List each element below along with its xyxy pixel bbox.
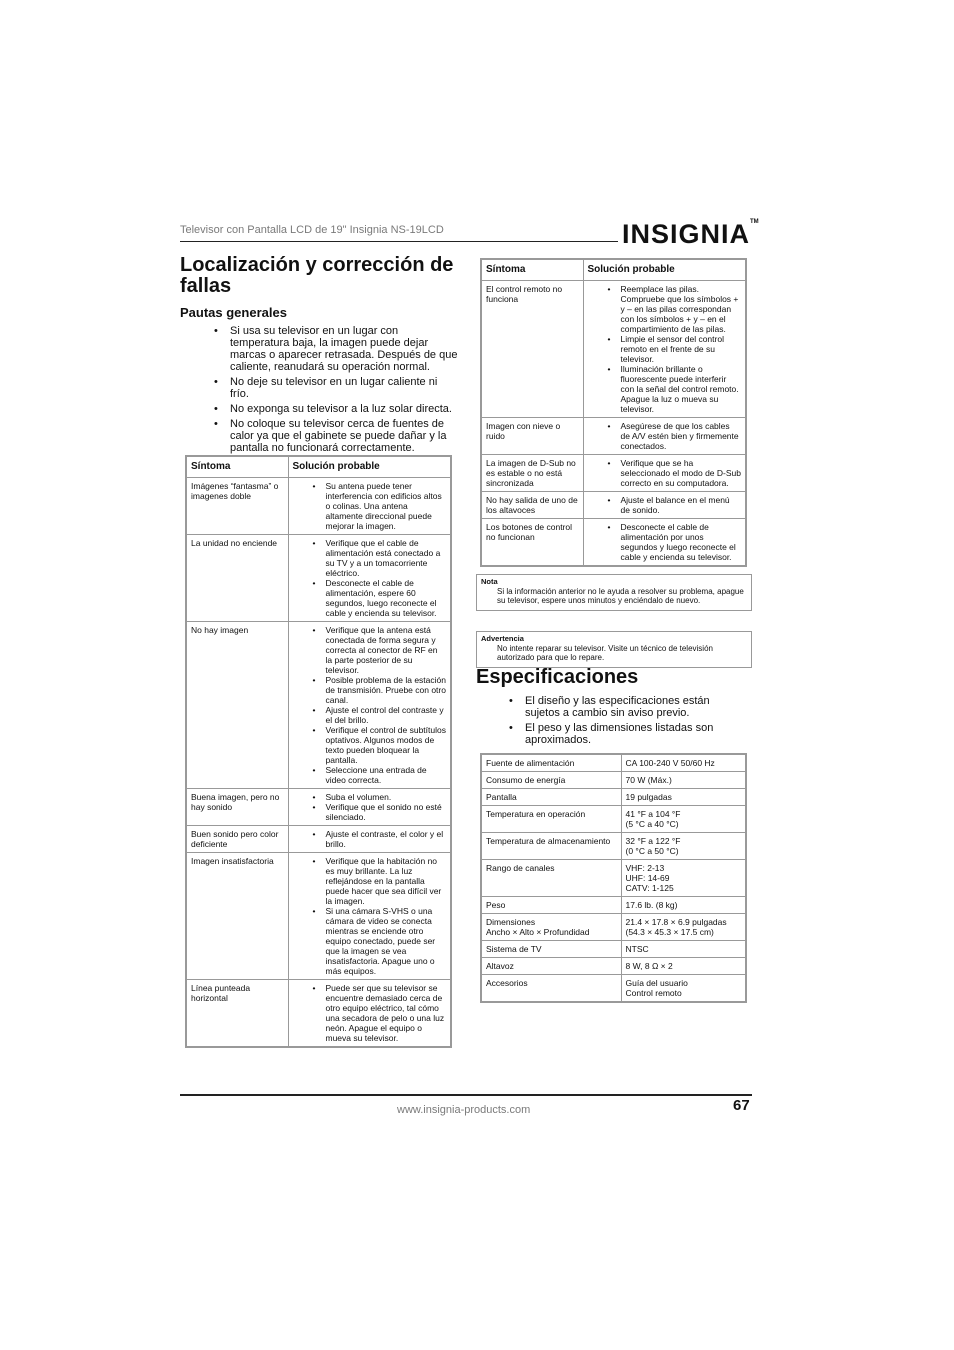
spec-name-line: Temperatura de almacenamiento	[486, 836, 611, 846]
spec-name-line: Ancho × Alto × Profundidad	[486, 927, 590, 937]
solution-cell	[288, 853, 451, 980]
spec-value-cell	[621, 914, 746, 941]
spec-name-cell	[481, 860, 621, 897]
header-symptom: Síntoma	[481, 259, 583, 281]
note-text: Si la información anterior no le ayuda a resolver su problema, apague su televisor, espere unos minutos y enciéndalo de nuevo.	[497, 586, 744, 605]
spec-value-line: (5 °C a 40 °C)	[625, 819, 679, 829]
table-row	[481, 789, 746, 806]
spec-value-line: 32 °F a 122 °F	[625, 836, 681, 846]
logo-text: INSIGNIA	[622, 219, 751, 249]
table-row	[481, 281, 746, 418]
spec-value-line: VHF: 2-13	[625, 863, 665, 873]
list-item: • El peso y las dimensiones listadas son aproximados.	[509, 722, 739, 746]
list-item: • No deje su televisor en un lugar caliente ni frío.	[214, 376, 458, 400]
spec-name-cell	[481, 897, 621, 914]
symptom-cell: Imagen con nieve o ruido	[481, 418, 583, 455]
solution-item: • Desconecte el cable de alimentación, espere 60 segundos, luego reconecte el cable y encienda su televisor.	[313, 578, 447, 618]
spec-value-line: UHF: 14-69	[625, 873, 670, 883]
symptom-cell: Los botones de control no funcionan	[481, 519, 583, 567]
solution-cell	[583, 492, 746, 519]
running-header: Televisor con Pantalla LCD de 19" Insignia NS-19LCD	[180, 224, 444, 236]
page-number: 67	[733, 1097, 750, 1114]
symptom-cell: Buena imagen, pero no hay sonido	[186, 789, 288, 826]
symptom-cell: Imagen insatisfactoria	[186, 853, 288, 980]
spec-name-line: Pantalla	[486, 792, 517, 802]
solution-item: • Su antena puede tener interferencia con edificios altos o colinas. Una antena altamente direccional puede mejorar la imagen.	[313, 481, 447, 531]
spec-value-line: CATV: 1-125	[625, 883, 674, 893]
table-row	[186, 535, 451, 622]
spec-name-line: Temperatura en operación	[486, 809, 586, 819]
solution-item: • Puede ser que su televisor se encuentre demasiado cerca de otro equipo eléctrico, tal cómo una secadora de pelo o una luz neón. Apague el equipo o mueva su televisor.	[313, 983, 447, 1043]
spec-name-cell	[481, 806, 621, 833]
table-row	[481, 519, 746, 567]
table-row	[481, 455, 746, 492]
spec-value-line: (0 °C a 50 °C)	[625, 846, 679, 856]
spec-name-line: Accesorios	[486, 978, 528, 988]
spec-value-line: (54.3 × 45.3 × 17.5 cm)	[625, 927, 714, 937]
spec-value-line: NTSC	[625, 944, 649, 954]
footer-url: www.insignia-products.com	[397, 1104, 531, 1116]
solution-item: • Reemplace las pilas. Compruebe que los símbolos + y – en las pilas correspondan con los símbolos + y – en el compartimiento de las pilas.	[608, 284, 742, 334]
note-box	[476, 574, 752, 611]
table-row	[186, 826, 451, 853]
spec-value-line: Control remoto	[625, 988, 682, 998]
spec-value-line: 70 W (Máx.)	[625, 775, 672, 785]
list-item: • No exponga su televisor a la luz solar directa.	[214, 403, 458, 415]
solution-cell	[583, 455, 746, 492]
spec-name-cell	[481, 958, 621, 975]
solution-item: • Ajuste el balance en el menú de sonido.	[608, 495, 742, 515]
insignia-logo	[622, 219, 759, 250]
symptom-cell: Buen sonido pero color deficiente	[186, 826, 288, 853]
header-solution: Solución probable	[583, 259, 746, 281]
table-row	[481, 806, 746, 833]
solution-list	[293, 481, 447, 531]
solution-item: • Verifique que la antena está conectada de forma segura y correcta al conector de RF en la parte posterior de su televisor.	[313, 625, 447, 675]
symptom-cell: La unidad no enciende	[186, 535, 288, 622]
solution-list	[588, 495, 742, 515]
table-row	[186, 980, 451, 1048]
solution-cell	[288, 980, 451, 1048]
spec-name-cell	[481, 833, 621, 860]
solution-cell	[288, 535, 451, 622]
solution-list	[588, 284, 742, 414]
table-row	[481, 897, 746, 914]
solution-cell	[288, 478, 451, 535]
spec-value-line: Guía del usuario	[625, 978, 688, 988]
solution-item: • Si una cámara S-VHS o una cámara de video se conecta mientras se enciende otro equipo conectado, puede ser que la imagen se vea insatisfactoria. Apague uno o más equipos.	[313, 906, 447, 976]
specs-notes-list	[509, 695, 739, 749]
table-row	[481, 754, 746, 772]
table-row	[481, 418, 746, 455]
warning-box	[476, 631, 752, 668]
general-guidelines-list	[214, 325, 458, 457]
spec-name-cell	[481, 975, 621, 1003]
spec-value-cell	[621, 833, 746, 860]
section-title-specs: Especificaciones	[476, 666, 639, 688]
table-row	[481, 914, 746, 941]
spec-value-cell	[621, 958, 746, 975]
symptom-cell: No hay salida de uno de los altavoces	[481, 492, 583, 519]
list-item: • No coloque su televisor cerca de fuentes de calor ya que el gabinete se puede dañar y la pantalla no funcionará correctamente.	[214, 418, 458, 454]
table-row	[481, 860, 746, 897]
spec-value-line: CA 100-240 V 50/60 Hz	[625, 758, 715, 768]
spec-name-line: Rango de canales	[486, 863, 555, 873]
solution-list	[588, 522, 742, 562]
spec-name-cell	[481, 772, 621, 789]
solution-item: • Verifique el control de subtítulos optativos. Algunos modos de texto pueden bloquear la pantalla.	[313, 725, 447, 765]
spec-value-cell	[621, 897, 746, 914]
table-row	[186, 622, 451, 789]
specifications-table	[480, 753, 747, 1003]
spec-name-line: Dimensiones	[486, 917, 536, 927]
spec-name-line: Consumo de energía	[486, 775, 566, 785]
solution-item: • Iluminación brillante o fluorescente puede interferir con la señal del control remoto. Apague la luz o mueva su televisor.	[608, 364, 742, 414]
spec-value-line: 21.4 × 17.8 × 6.9 pulgadas	[625, 917, 727, 927]
warning-text: No intente reparar su televisor. Visite un técnico de televisión autorizado para que lo repare.	[497, 643, 713, 662]
solution-item: • Ajuste el contraste, el color y el brillo.	[313, 829, 447, 849]
spec-name-cell	[481, 941, 621, 958]
spec-value-cell	[621, 860, 746, 897]
troubleshooting-table-2	[480, 258, 747, 567]
solution-cell	[583, 519, 746, 567]
troubleshooting-table-1	[185, 455, 452, 1048]
symptom-cell: El control remoto no funciona	[481, 281, 583, 418]
table-row	[186, 478, 451, 535]
warning-label: Advertencia	[481, 634, 524, 643]
section-title-troubleshooting: Localización y corrección de fallas	[180, 254, 454, 297]
solution-item: • Verifique que el cable de alimentación está conectado a su TV y a un tomacorriente eléctrico.	[313, 538, 447, 578]
table-row	[481, 941, 746, 958]
solution-cell	[288, 826, 451, 853]
solution-list	[293, 625, 447, 785]
note-label: Nota	[481, 577, 498, 586]
solution-list	[293, 983, 447, 1043]
table-row	[186, 853, 451, 980]
symptom-cell: Línea punteada horizontal	[186, 980, 288, 1048]
spec-value-cell	[621, 789, 746, 806]
list-item: • El diseño y las especificaciones están sujetos a cambio sin aviso previo.	[509, 695, 739, 719]
spec-value-cell	[621, 806, 746, 833]
symptom-cell: No hay imagen	[186, 622, 288, 789]
spec-name-cell	[481, 754, 621, 772]
solution-item: • Suba el volumen.	[313, 792, 447, 802]
solution-list	[293, 856, 447, 976]
solution-list	[293, 538, 447, 618]
spec-value-line: 8 W, 8 Ω × 2	[625, 961, 673, 971]
spec-value-cell	[621, 941, 746, 958]
solution-list	[588, 458, 742, 488]
spec-value-cell	[621, 975, 746, 1003]
logo-tm: TM	[750, 219, 759, 225]
solution-item: • Posible problema de la estación de transmisión. Pruebe con otro canal.	[313, 675, 447, 705]
solution-list	[293, 792, 447, 822]
spec-name-cell	[481, 914, 621, 941]
header-rule	[180, 241, 618, 242]
solution-list	[293, 829, 447, 849]
spec-value-line: 41 °F a 104 °F	[625, 809, 681, 819]
table-row	[481, 958, 746, 975]
subsection-title-general: Pautas generales	[180, 305, 287, 320]
table-row	[186, 789, 451, 826]
spec-name-cell	[481, 789, 621, 806]
footer-rule	[180, 1094, 752, 1096]
solution-item: • Verifique que se ha seleccionado el modo de D-Sub correcto en su computadora.	[608, 458, 742, 488]
solution-cell	[583, 418, 746, 455]
symptom-cell: Imágenes “fantasma” o imagenes doble	[186, 478, 288, 535]
symptom-cell: La imagen de D-Sub no es estable o no está sincronizada	[481, 455, 583, 492]
solution-cell	[583, 281, 746, 418]
header-symptom: Síntoma	[186, 456, 288, 478]
solution-cell	[288, 789, 451, 826]
spec-name-line: Altavoz	[486, 961, 514, 971]
solution-item: • Verifique que el sonido no esté silenciado.	[313, 802, 447, 822]
solution-item: • Seleccione una entrada de video correcta.	[313, 765, 447, 785]
solution-item: • Limpie el sensor del control remoto en el frente de su televisor.	[608, 334, 742, 364]
solution-item: • Desconecte el cable de alimentación por unos segundos y luego reconecte el cable y encienda su televisor.	[608, 522, 742, 562]
spec-name-line: Sistema de TV	[486, 944, 542, 954]
solution-cell	[288, 622, 451, 789]
spec-value-line: 19 pulgadas	[625, 792, 672, 802]
header-solution: Solución probable	[288, 456, 451, 478]
spec-name-line: Peso	[486, 900, 506, 910]
table-row	[481, 492, 746, 519]
solution-item: • Verifique que la habitación no es muy brillante. La luz reflejándose en la pantalla puede hacer que sea difícil ver la imagen.	[313, 856, 447, 906]
solution-list	[588, 421, 742, 451]
spec-value-cell	[621, 754, 746, 772]
solution-item: • Ajuste el control del contraste y el del brillo.	[313, 705, 447, 725]
table-row	[481, 772, 746, 789]
list-item: • Si usa su televisor en un lugar con temperatura baja, la imagen puede dejar marcas o aparecer retrasada. Después de que caliente, reanudará su operación normal.	[214, 325, 458, 373]
spec-name-line: Fuente de alimentación	[486, 758, 575, 768]
solution-item: • Asegúrese de que los cables de A/V estén bien y firmemente conectados.	[608, 421, 742, 451]
table-row	[481, 975, 746, 1003]
spec-value-cell	[621, 772, 746, 789]
table-row	[481, 833, 746, 860]
spec-value-line: 17.6 lb. (8 kg)	[625, 900, 678, 910]
